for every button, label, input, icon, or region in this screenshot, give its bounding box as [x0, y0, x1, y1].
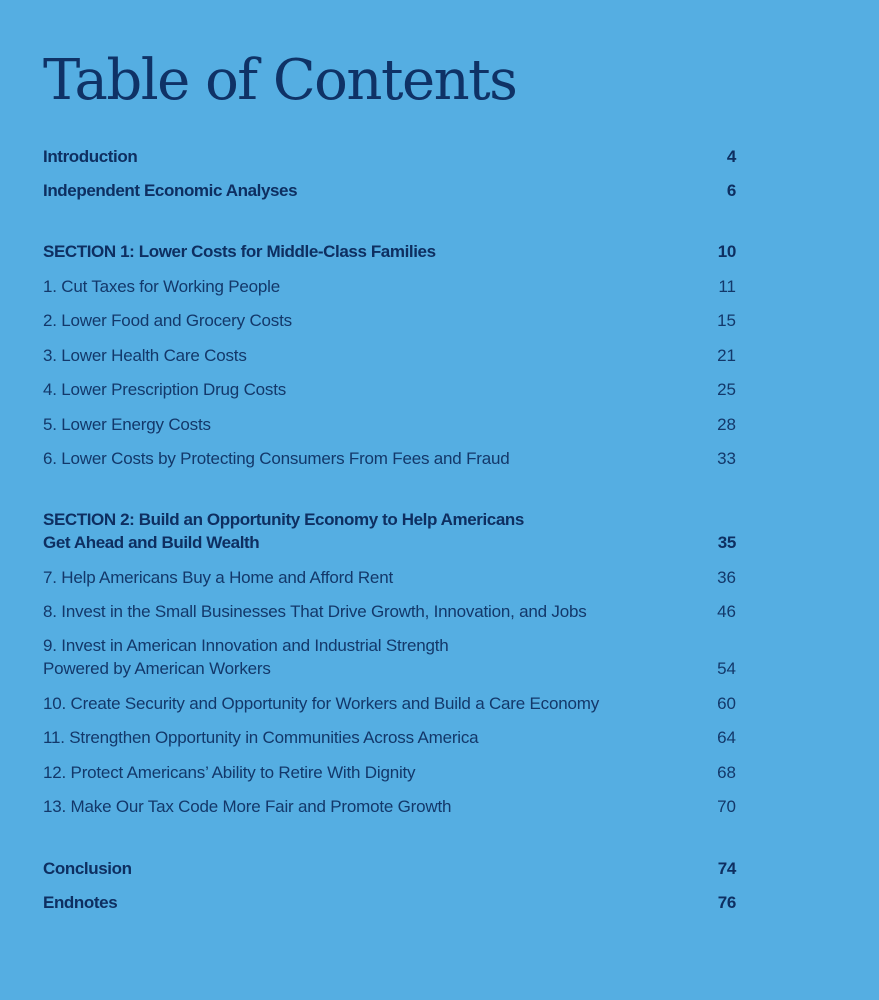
- toc-entry-12[interactable]: [43, 761, 736, 784]
- toc-entry-2[interactable]: [43, 309, 736, 332]
- toc-entry-6[interactable]: [43, 447, 736, 470]
- toc-entry-page: 46: [717, 602, 736, 621]
- toc-entry-10[interactable]: [43, 692, 736, 715]
- toc-entry-label-line2: Powered by American Workers: [43, 659, 271, 678]
- toc-section-2[interactable]: [43, 508, 736, 554]
- toc-entry-page: 28: [717, 415, 736, 434]
- toc-entry-8[interactable]: [43, 600, 736, 623]
- toc-section-page: 10: [717, 242, 736, 261]
- toc-entry-page: 21: [717, 346, 736, 365]
- toc-entry-label: Endnotes: [43, 893, 118, 912]
- toc-entry-label-line1: 9. Invest in American Innovation and Industrial Strength: [43, 636, 449, 655]
- toc-entry-label: Introduction: [43, 147, 138, 166]
- toc-entry-label: 2. Lower Food and Grocery Costs: [43, 311, 292, 330]
- toc-entry-7[interactable]: [43, 566, 736, 589]
- toc-entry-label: 5. Lower Energy Costs: [43, 415, 211, 434]
- toc-entry-1[interactable]: [43, 275, 736, 298]
- toc-entry-9[interactable]: [43, 634, 736, 680]
- toc-entry-label: 11. Strengthen Opportunity in Communities Across America: [43, 728, 479, 747]
- toc-entry-5[interactable]: [43, 413, 736, 436]
- toc-entry-3[interactable]: [43, 344, 736, 367]
- toc-entry-label: 1. Cut Taxes for Working People: [43, 277, 280, 296]
- toc-entry-introduction[interactable]: [43, 145, 736, 168]
- toc-section-label: [43, 508, 524, 554]
- toc-entry-page: 64: [717, 728, 736, 747]
- toc-entry-label: 4. Lower Prescription Drug Costs: [43, 380, 287, 399]
- toc-entry-4[interactable]: [43, 378, 736, 401]
- page-title: Table of Contents: [43, 48, 517, 113]
- toc-section-label: SECTION 1: Lower Costs for Middle-Class Families: [43, 242, 436, 261]
- toc-entry-label: 13. Make Our Tax Code More Fair and Promote Growth: [43, 797, 452, 816]
- toc-entry-page: 6: [726, 181, 736, 200]
- toc-entry-label: 6. Lower Costs by Protecting Consumers From Fees and Fraud: [43, 449, 510, 468]
- toc-section-1[interactable]: [43, 240, 736, 263]
- toc-entry-label: 7. Help Americans Buy a Home and Afford Rent: [43, 568, 393, 587]
- toc-entry-page: 54: [717, 659, 736, 678]
- toc-entry-label: 3. Lower Health Care Costs: [43, 346, 247, 365]
- toc-entry-page: 60: [717, 694, 736, 713]
- toc-entry-label: Independent Economic Analyses: [43, 181, 298, 200]
- toc-entry-page: 68: [717, 763, 736, 782]
- toc-entry-page: 76: [717, 893, 736, 912]
- toc-entry-label: 12. Protect Americans’ Ability to Retire With Dignity: [43, 763, 416, 782]
- toc-entry-endnotes[interactable]: [43, 891, 736, 914]
- toc-section-page: 35: [717, 533, 736, 552]
- toc-entry-page: 36: [717, 568, 736, 587]
- toc-entry-page: 15: [717, 311, 736, 330]
- toc-entry-13[interactable]: [43, 795, 736, 818]
- toc-entry-page: 33: [717, 449, 736, 468]
- toc-entry-11[interactable]: [43, 726, 736, 749]
- toc-entry-analyses[interactable]: [43, 179, 736, 202]
- toc-entry-label: 10. Create Security and Opportunity for Workers and Build a Care Economy: [43, 694, 600, 713]
- toc-entry-page: 74: [717, 859, 736, 878]
- toc-entry-label: Conclusion: [43, 859, 132, 878]
- toc-entry-page: 25: [717, 380, 736, 399]
- toc-entry-page: 70: [717, 797, 736, 816]
- toc-section-label-line1: SECTION 2: Build an Opportunity Economy to Help Americans: [43, 510, 524, 529]
- toc-section-label-line2: Get Ahead and Build Wealth: [43, 533, 260, 552]
- toc-entry-conclusion[interactable]: [43, 857, 736, 880]
- toc-entry-label: 8. Invest in the Small Businesses That Drive Growth, Innovation, and Jobs: [43, 602, 587, 621]
- toc-entry-label: [43, 634, 449, 680]
- toc-entry-page: 4: [726, 147, 736, 166]
- toc-entry-page: 11: [718, 277, 736, 296]
